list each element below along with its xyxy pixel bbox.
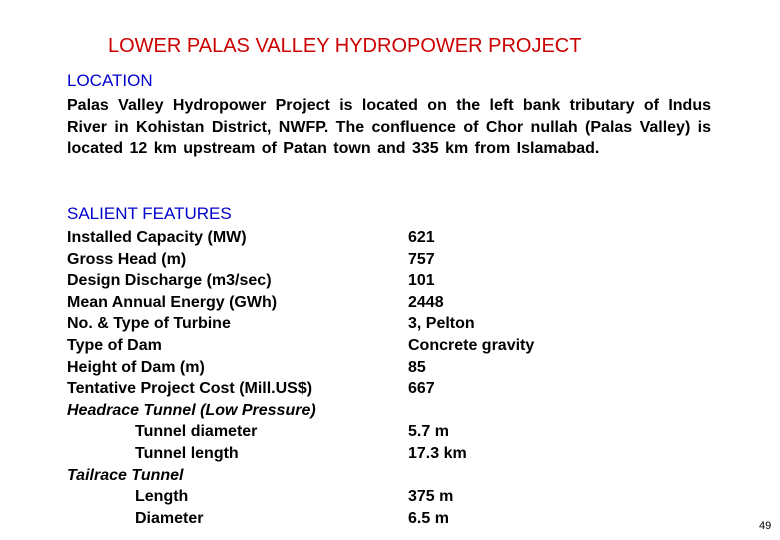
- feature-label: Tunnel diameter: [135, 423, 258, 441]
- feature-label: No. & Type of Turbine: [67, 315, 231, 333]
- feature-row-gross-head: [67, 249, 627, 271]
- feature-row-tunnel-length: [67, 443, 627, 465]
- feature-subheading: Headrace Tunnel (Low Pressure): [67, 401, 316, 419]
- feature-value: 101: [408, 272, 435, 290]
- feature-row-dam-type: [67, 335, 627, 357]
- feature-value: 6.5 m: [408, 509, 449, 527]
- feature-value: 621: [408, 229, 435, 246]
- salient-features-table: [67, 227, 627, 529]
- feature-label: Diameter: [135, 509, 204, 527]
- page-number: 49: [759, 520, 772, 532]
- feature-row-design-discharge: [67, 270, 627, 292]
- feature-label: Tentative Project Cost (Mill.US$): [67, 380, 313, 398]
- feature-value: 757: [408, 250, 435, 268]
- feature-label: Mean Annual Energy (GWh): [67, 293, 278, 311]
- feature-label: Length: [135, 488, 189, 506]
- feature-subheading: Tailrace Tunnel: [67, 466, 184, 484]
- feature-label: Type of Dam: [67, 336, 162, 354]
- feature-value: 3, Pelton: [408, 315, 475, 333]
- feature-label: Design Discharge (m3/sec): [67, 272, 272, 290]
- feature-label: Tunnel length: [135, 444, 239, 462]
- feature-value: 375 m: [408, 488, 454, 506]
- feature-label: Installed Capacity (MW): [67, 229, 247, 246]
- feature-row-mean-annual-energy: [67, 292, 627, 314]
- feature-value: 667: [408, 380, 435, 398]
- feature-row-headrace-tunnel: [67, 400, 627, 422]
- feature-value: 17.3 km: [408, 444, 467, 462]
- feature-value: 5.7 m: [408, 423, 449, 441]
- location-paragraph: Palas Valley Hydropower Project is located on the left bank tributary of Indus River in Kohistan District, NWFP. The confluence of Chor nullah (Palas Valley) is located 12 km upstream of Patan town and 335 km from Islamabad.: [67, 97, 711, 157]
- location-heading: LOCATION: [67, 71, 153, 90]
- feature-row-tailrace-diameter: [67, 508, 627, 530]
- feature-value: 2448: [408, 293, 444, 311]
- feature-label: Gross Head (m): [67, 250, 187, 268]
- feature-row-tailrace-length: [67, 486, 627, 508]
- document-title: LOWER PALAS VALLEY HYDROPOWER PROJECT: [108, 35, 582, 57]
- feature-value: 85: [408, 358, 426, 376]
- feature-row-tailrace-tunnel: [67, 465, 627, 487]
- feature-row-installed-capacity: [67, 227, 627, 249]
- feature-row-turbine: [67, 313, 627, 335]
- feature-row-tunnel-diameter: [67, 421, 627, 443]
- feature-row-project-cost: [67, 378, 627, 400]
- feature-row-dam-height: [67, 357, 627, 379]
- feature-label: Height of Dam (m): [67, 358, 205, 376]
- feature-value: Concrete gravity: [408, 336, 535, 354]
- salient-features-heading: SALIENT FEATURES: [67, 204, 232, 223]
